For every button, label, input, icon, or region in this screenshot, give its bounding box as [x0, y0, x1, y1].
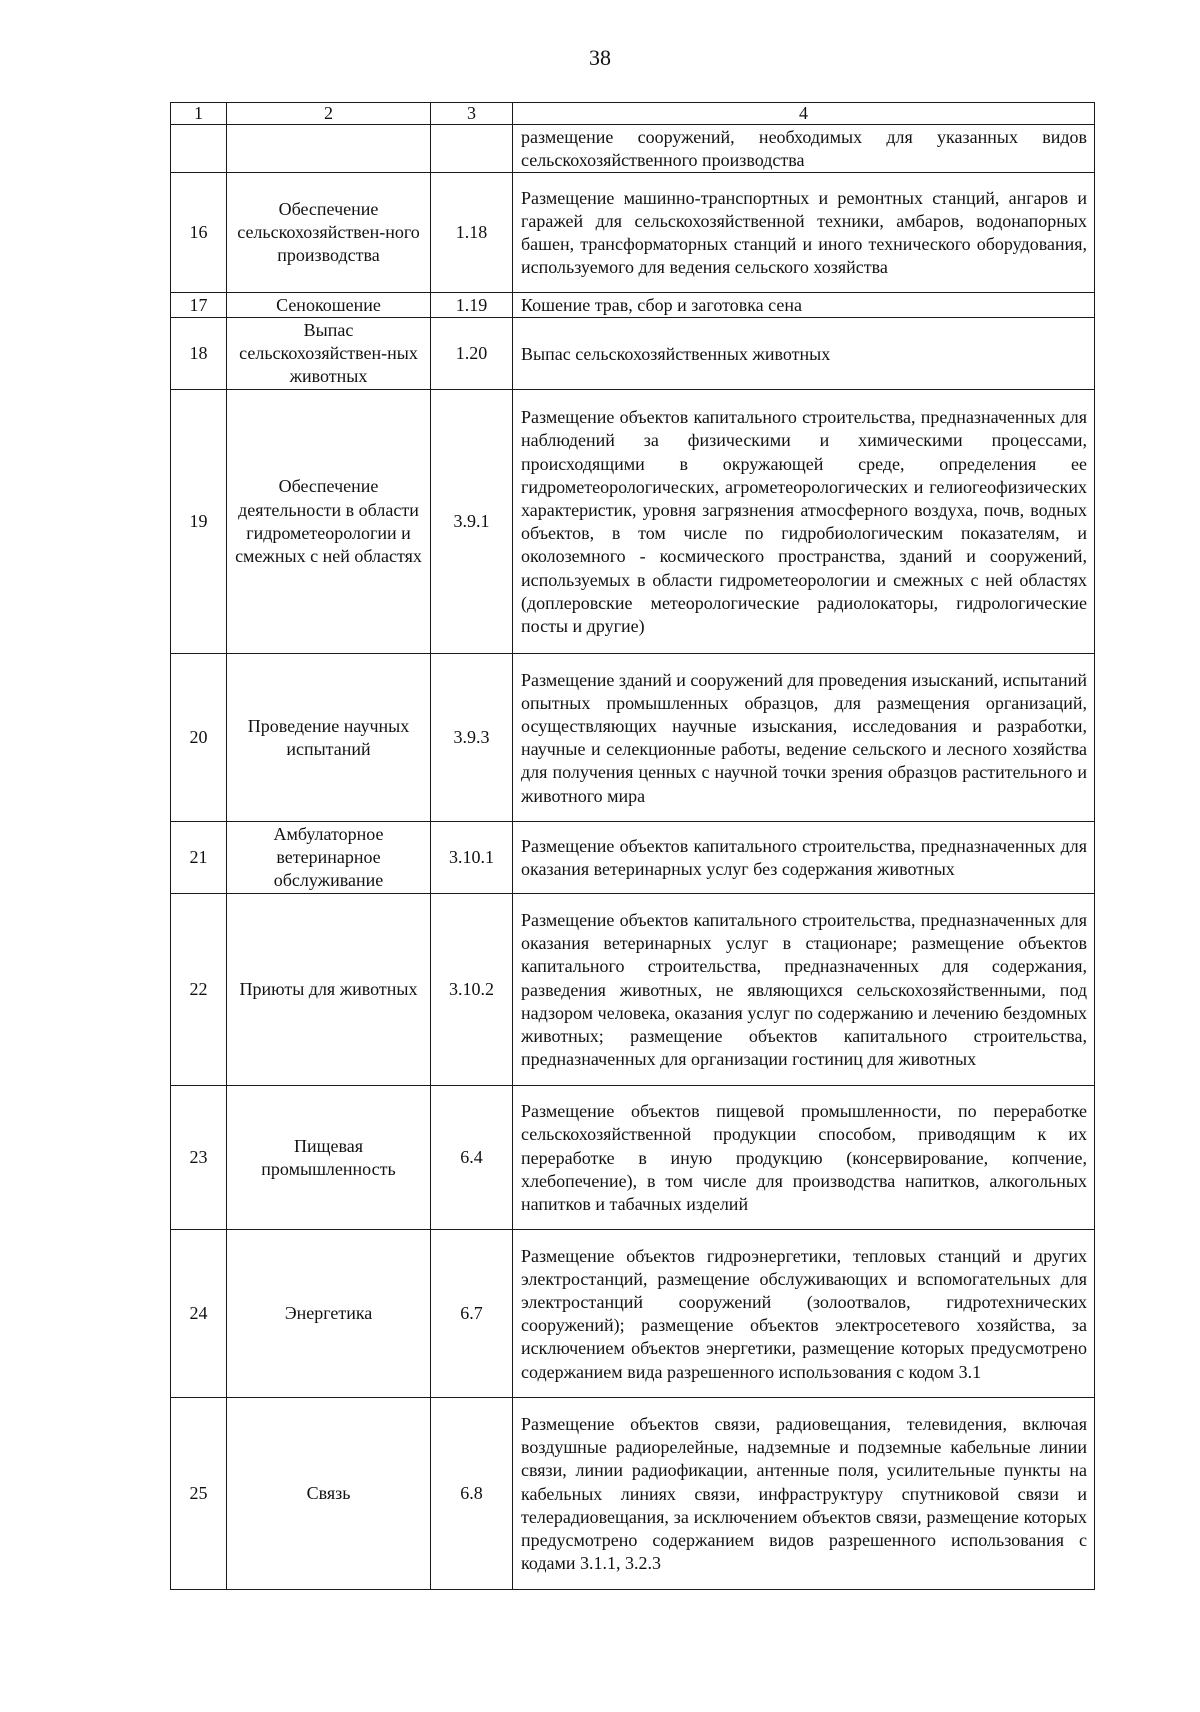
row-code-cell: 3.9.1 [431, 390, 513, 654]
table-row [171, 1398, 1095, 1590]
column-number-header-row [171, 103, 1095, 125]
row-number-cell [171, 125, 227, 173]
row-number-cell: 23 [171, 1086, 227, 1230]
row-number-cell: 20 [171, 654, 227, 822]
column-header-4: 4 [513, 103, 1095, 125]
table-row-continuation [171, 125, 1095, 173]
row-number-cell: 22 [171, 894, 227, 1086]
table-row [171, 894, 1095, 1086]
land-use-table [170, 102, 1095, 1590]
row-name-cell: Связь [227, 1398, 431, 1590]
column-header-1: 1 [171, 103, 227, 125]
row-description-cell: размещение сооружений, необходимых для указанных видов сельскохозяйственного производства [513, 125, 1095, 173]
row-code-cell: 6.7 [431, 1230, 513, 1398]
row-number-cell: 19 [171, 390, 227, 654]
row-description-cell: Размещение машинно-транспортных и ремонтных станций, ангаров и гаражей для сельскохозяйственной техники, амбаров, водонапорных башен, трансформаторных станций и иного технического оборудования, используемого для ведения сельского хозяйства [513, 173, 1095, 293]
row-description-cell: Размещение объектов капитального строительства, предназначенных для оказания ветеринарных услуг без содержания животных [513, 822, 1095, 894]
row-description-cell: Размещение объектов пищевой промышленности, по переработке сельскохозяйственной продукции способом, приводящим к их переработке в иную продукцию (консервирование, копчение, хлебопечение), в том числе для производства напитков, алкогольных напитков и табачных изделий [513, 1086, 1095, 1230]
row-name-cell: Сенокошение [227, 293, 431, 318]
table-row [171, 1230, 1095, 1398]
table-row [171, 1086, 1095, 1230]
row-name-cell: Амбулаторное ветеринарное обслуживание [227, 822, 431, 894]
row-description-cell: Кошение трав, сбор и заготовка сена [513, 293, 1095, 318]
row-code-cell: 3.10.2 [431, 894, 513, 1086]
row-description-cell: Размещение объектов капитального строительства, предназначенных для наблюдений за физическими и химическими процессами, происходящими в окружающей среде, определения ее гидрометеорологических, агрометеорологических и гелиогеофизических характеристик, уровня загрязнения атмосферного воздуха, почв, водных объектов, в том числе по гидробиологическим показателям, и околоземного - космического пространства, зданий и сооружений, используемых в области гидрометеорологии и смежных с ней областях (доплеровские метеорологические радиолокаторы, гидрологические посты и другие) [513, 390, 1095, 654]
row-name-cell: Пищевая промышленность [227, 1086, 431, 1230]
row-code-cell: 6.4 [431, 1086, 513, 1230]
table-row [171, 822, 1095, 894]
row-code-cell: 1.19 [431, 293, 513, 318]
row-code-cell: 1.18 [431, 173, 513, 293]
row-name-cell: Обеспечение сельскохозяйствен-ного производства [227, 173, 431, 293]
row-name-cell: Выпас сельскохозяйствен-ных животных [227, 318, 431, 390]
column-header-2: 2 [227, 103, 431, 125]
row-number-cell: 25 [171, 1398, 227, 1590]
row-name-cell: Обеспечение деятельности в области гидрометеорологии и смежных с ней областях [227, 390, 431, 654]
row-number-cell: 16 [171, 173, 227, 293]
page-number: 38 [589, 45, 611, 70]
row-code-cell: 6.8 [431, 1398, 513, 1590]
table-row [171, 654, 1095, 822]
table-row [171, 173, 1095, 293]
row-code-cell: 3.10.1 [431, 822, 513, 894]
row-name-cell: Энергетика [227, 1230, 431, 1398]
row-description-cell: Выпас сельскохозяйственных животных [513, 318, 1095, 390]
row-code-cell [431, 125, 513, 173]
row-description-cell: Размещение объектов капитального строительства, предназначенных для оказания ветеринарных услуг в стационаре; размещение объектов капитального строительства, предназначенных для содержания, разведения животных, не являющихся сельскохозяйственными, под надзором человека, оказания услуг по содержанию и лечению бездомных животных; размещение объектов капитального строительства, предназначенных для организации гостиниц для животных [513, 894, 1095, 1086]
row-description-cell: Размещение объектов гидроэнергетики, тепловых станций и других электростанций, размещение обслуживающих и вспомогательных для электростанций сооружений (золоотвалов, гидротехнических сооружений); размещение объектов электросетевого хозяйства, за исключением объектов энергетики, размещение которых предусмотрено содержанием вида разрешенного использования с кодом 3.1 [513, 1230, 1095, 1398]
row-description-cell: Размещение объектов связи, радиовещания, телевидения, включая воздушные радиорелейные, надземные и подземные кабельные линии связи, линии радиофикации, антенные поля, усилительные пункты на кабельных линиях связи, инфраструктуру спутниковой связи и телерадиовещания, за исключением объектов связи, размещение которых предусмотрено содержанием видов разрешенного использования с кодами 3.1.1, 3.2.3 [513, 1398, 1095, 1590]
row-description-cell: Размещение зданий и сооружений для проведения изысканий, испытаний опытных промышленных образцов, для размещения организаций, осуществляющих научные изыскания, исследования и разработки, научные и селекционные работы, ведение сельского и лесного хозяйства для получения ценных с научной точки зрения образцов растительного и животного мира [513, 654, 1095, 822]
row-code-cell: 3.9.3 [431, 654, 513, 822]
table-row [171, 318, 1095, 390]
table-row [171, 293, 1095, 318]
row-number-cell: 17 [171, 293, 227, 318]
table-row [171, 390, 1095, 654]
row-number-cell: 18 [171, 318, 227, 390]
row-number-cell: 21 [171, 822, 227, 894]
row-name-cell: Приюты для животных [227, 894, 431, 1086]
row-name-cell [227, 125, 431, 173]
row-name-cell: Проведение научных испытаний [227, 654, 431, 822]
row-number-cell: 24 [171, 1230, 227, 1398]
row-code-cell: 1.20 [431, 318, 513, 390]
column-header-3: 3 [431, 103, 513, 125]
